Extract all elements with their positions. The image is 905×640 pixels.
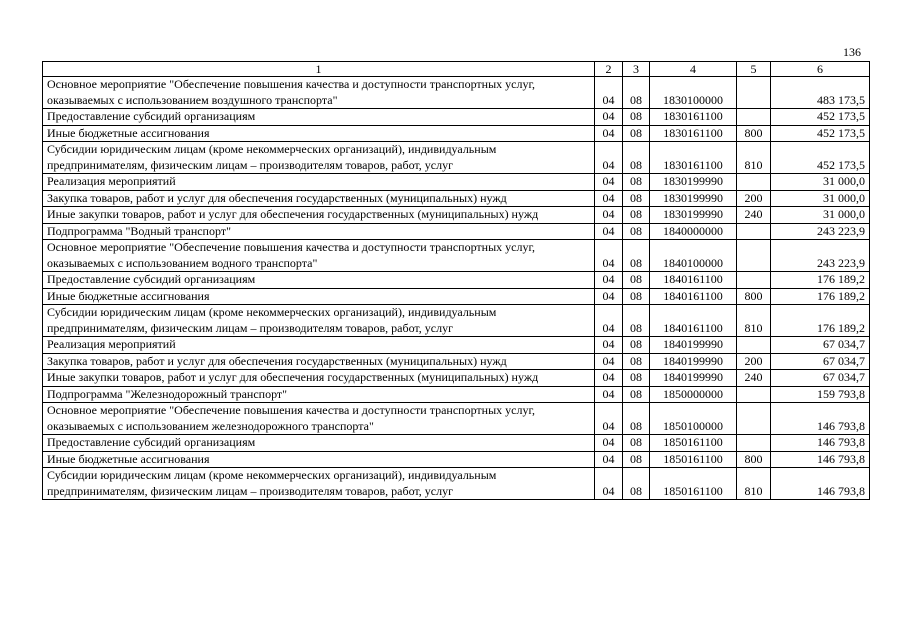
cell-name: Реализация мероприятий xyxy=(43,174,595,191)
cell-vid xyxy=(737,240,771,272)
header-cell-sum: 6 xyxy=(771,62,870,77)
cell-razdel: 04 xyxy=(595,174,623,191)
cell-podrazdel: 08 xyxy=(623,337,650,354)
cell-name: Предоставление субсидий организациям xyxy=(43,109,595,126)
cell-podrazdel: 08 xyxy=(623,190,650,207)
table-row xyxy=(43,142,870,174)
cell-csr: 1840199990 xyxy=(650,353,737,370)
cell-sum: 31 000,0 xyxy=(771,207,870,224)
table-row xyxy=(43,223,870,240)
table-row xyxy=(43,272,870,289)
cell-name: Основное мероприятие "Обеспечение повышения качества и доступности транспортных услуг, оказываемых с использованием водного транспорта" xyxy=(43,240,595,272)
cell-csr: 1840161100 xyxy=(650,305,737,337)
cell-csr: 1840199990 xyxy=(650,370,737,387)
cell-vid xyxy=(737,435,771,452)
cell-sum: 31 000,0 xyxy=(771,190,870,207)
budget-table-body xyxy=(43,62,870,500)
cell-podrazdel: 08 xyxy=(623,288,650,305)
cell-csr: 1850000000 xyxy=(650,386,737,403)
cell-vid: 240 xyxy=(737,370,771,387)
cell-podrazdel: 08 xyxy=(623,223,650,240)
cell-sum: 159 793,8 xyxy=(771,386,870,403)
cell-vid xyxy=(737,77,771,109)
cell-name: Иные бюджетные ассигнования xyxy=(43,125,595,142)
cell-razdel: 04 xyxy=(595,77,623,109)
cell-razdel: 04 xyxy=(595,337,623,354)
cell-name: Закупка товаров, работ и услуг для обеспечения государственных (муниципальных) нужд xyxy=(43,353,595,370)
header-cell-podrazdel: 3 xyxy=(623,62,650,77)
cell-podrazdel: 08 xyxy=(623,272,650,289)
cell-podrazdel: 08 xyxy=(623,174,650,191)
cell-name: Предоставление субсидий организациям xyxy=(43,435,595,452)
cell-name: Субсидии юридическим лицам (кроме некоммерческих организаций), индивидуальным предпринимателям, физическим лицам – производителям товаров, работ, услуг xyxy=(43,305,595,337)
cell-csr: 1840161100 xyxy=(650,288,737,305)
cell-sum: 452 173,5 xyxy=(771,109,870,126)
header-cell-razdel: 2 xyxy=(595,62,623,77)
cell-vid: 200 xyxy=(737,353,771,370)
cell-sum: 67 034,7 xyxy=(771,370,870,387)
cell-razdel: 04 xyxy=(595,468,623,500)
cell-sum: 67 034,7 xyxy=(771,337,870,354)
cell-podrazdel: 08 xyxy=(623,142,650,174)
cell-vid: 810 xyxy=(737,468,771,500)
cell-name: Подпрограмма "Железнодорожный транспорт" xyxy=(43,386,595,403)
cell-sum: 176 189,2 xyxy=(771,288,870,305)
cell-vid xyxy=(737,272,771,289)
cell-vid xyxy=(737,174,771,191)
cell-razdel: 04 xyxy=(595,288,623,305)
cell-razdel: 04 xyxy=(595,403,623,435)
cell-csr: 1840000000 xyxy=(650,223,737,240)
table-row xyxy=(43,207,870,224)
cell-razdel: 04 xyxy=(595,305,623,337)
cell-podrazdel: 08 xyxy=(623,468,650,500)
cell-razdel: 04 xyxy=(595,109,623,126)
table-row xyxy=(43,240,870,272)
table-row xyxy=(43,174,870,191)
cell-vid: 800 xyxy=(737,451,771,468)
cell-sum: 176 189,2 xyxy=(771,305,870,337)
table-row xyxy=(43,288,870,305)
cell-vid: 240 xyxy=(737,207,771,224)
cell-podrazdel: 08 xyxy=(623,125,650,142)
cell-vid: 200 xyxy=(737,190,771,207)
cell-csr: 1830161100 xyxy=(650,125,737,142)
cell-podrazdel: 08 xyxy=(623,451,650,468)
cell-podrazdel: 08 xyxy=(623,305,650,337)
table-row xyxy=(43,109,870,126)
cell-vid xyxy=(737,109,771,126)
cell-sum: 243 223,9 xyxy=(771,240,870,272)
cell-sum: 146 793,8 xyxy=(771,451,870,468)
cell-sum: 243 223,9 xyxy=(771,223,870,240)
cell-csr: 1840199990 xyxy=(650,337,737,354)
cell-sum: 31 000,0 xyxy=(771,174,870,191)
cell-csr: 1850161100 xyxy=(650,435,737,452)
cell-razdel: 04 xyxy=(595,125,623,142)
table-row xyxy=(43,435,870,452)
cell-sum: 146 793,8 xyxy=(771,435,870,452)
table-row xyxy=(43,337,870,354)
cell-vid: 810 xyxy=(737,142,771,174)
cell-csr: 1850100000 xyxy=(650,403,737,435)
table-row xyxy=(43,77,870,109)
cell-razdel: 04 xyxy=(595,435,623,452)
cell-sum: 146 793,8 xyxy=(771,403,870,435)
table-row xyxy=(43,125,870,142)
cell-razdel: 04 xyxy=(595,386,623,403)
cell-podrazdel: 08 xyxy=(623,386,650,403)
header-cell-vid: 5 xyxy=(737,62,771,77)
cell-razdel: 04 xyxy=(595,353,623,370)
cell-vid xyxy=(737,337,771,354)
cell-csr: 1830199990 xyxy=(650,174,737,191)
cell-podrazdel: 08 xyxy=(623,435,650,452)
cell-razdel: 04 xyxy=(595,272,623,289)
cell-csr: 1830161100 xyxy=(650,142,737,174)
cell-sum: 452 173,5 xyxy=(771,125,870,142)
cell-vid xyxy=(737,386,771,403)
cell-name: Реализация мероприятий xyxy=(43,337,595,354)
table-row xyxy=(43,190,870,207)
cell-csr: 1830100000 xyxy=(650,77,737,109)
cell-sum: 146 793,8 xyxy=(771,468,870,500)
cell-csr: 1830161100 xyxy=(650,109,737,126)
cell-name: Иные закупки товаров, работ и услуг для обеспечения государственных (муниципальных) нужд xyxy=(43,370,595,387)
cell-podrazdel: 08 xyxy=(623,240,650,272)
cell-razdel: 04 xyxy=(595,451,623,468)
table-row xyxy=(43,403,870,435)
cell-name: Субсидии юридическим лицам (кроме некоммерческих организаций), индивидуальным предпринимателям, физическим лицам – производителям товаров, работ, услуг xyxy=(43,468,595,500)
table-row xyxy=(43,353,870,370)
cell-razdel: 04 xyxy=(595,142,623,174)
table-header-row xyxy=(43,62,870,77)
header-cell-name: 1 xyxy=(43,62,595,77)
table-row xyxy=(43,370,870,387)
cell-name: Иные закупки товаров, работ и услуг для обеспечения государственных (муниципальных) нужд xyxy=(43,207,595,224)
cell-csr: 1830199990 xyxy=(650,207,737,224)
cell-podrazdel: 08 xyxy=(623,77,650,109)
cell-name: Основное мероприятие "Обеспечение повышения качества и доступности транспортных услуг, оказываемых с использованием воздушного транспорта" xyxy=(43,77,595,109)
cell-csr: 1840100000 xyxy=(650,240,737,272)
cell-razdel: 04 xyxy=(595,223,623,240)
table-row xyxy=(43,451,870,468)
header-cell-csr: 4 xyxy=(650,62,737,77)
cell-name: Подпрограмма "Водный транспорт" xyxy=(43,223,595,240)
cell-vid: 800 xyxy=(737,125,771,142)
cell-name: Основное мероприятие "Обеспечение повышения качества и доступности транспортных услуг, оказываемых с использованием железнодорожного транспорта" xyxy=(43,403,595,435)
cell-podrazdel: 08 xyxy=(623,207,650,224)
cell-csr: 1840161100 xyxy=(650,272,737,289)
cell-name: Иные бюджетные ассигнования xyxy=(43,451,595,468)
cell-sum: 483 173,5 xyxy=(771,77,870,109)
table-row xyxy=(43,305,870,337)
table-row xyxy=(43,386,870,403)
page-number: 136 xyxy=(843,45,861,59)
cell-csr: 1850161100 xyxy=(650,468,737,500)
cell-name: Иные бюджетные ассигнования xyxy=(43,288,595,305)
table-row xyxy=(43,468,870,500)
cell-razdel: 04 xyxy=(595,240,623,272)
cell-podrazdel: 08 xyxy=(623,370,650,387)
cell-podrazdel: 08 xyxy=(623,353,650,370)
cell-sum: 452 173,5 xyxy=(771,142,870,174)
cell-podrazdel: 08 xyxy=(623,403,650,435)
cell-sum: 176 189,2 xyxy=(771,272,870,289)
cell-vid xyxy=(737,223,771,240)
cell-vid: 800 xyxy=(737,288,771,305)
cell-vid: 810 xyxy=(737,305,771,337)
cell-razdel: 04 xyxy=(595,370,623,387)
cell-vid xyxy=(737,403,771,435)
cell-name: Субсидии юридическим лицам (кроме некоммерческих организаций), индивидуальным предпринимателям, физическим лицам – производителям товаров, работ, услуг xyxy=(43,142,595,174)
cell-name: Закупка товаров, работ и услуг для обеспечения государственных (муниципальных) нужд xyxy=(43,190,595,207)
budget-table xyxy=(42,61,870,500)
cell-sum: 67 034,7 xyxy=(771,353,870,370)
cell-name: Предоставление субсидий организациям xyxy=(43,272,595,289)
cell-podrazdel: 08 xyxy=(623,109,650,126)
cell-razdel: 04 xyxy=(595,190,623,207)
cell-csr: 1850161100 xyxy=(650,451,737,468)
cell-csr: 1830199990 xyxy=(650,190,737,207)
cell-razdel: 04 xyxy=(595,207,623,224)
